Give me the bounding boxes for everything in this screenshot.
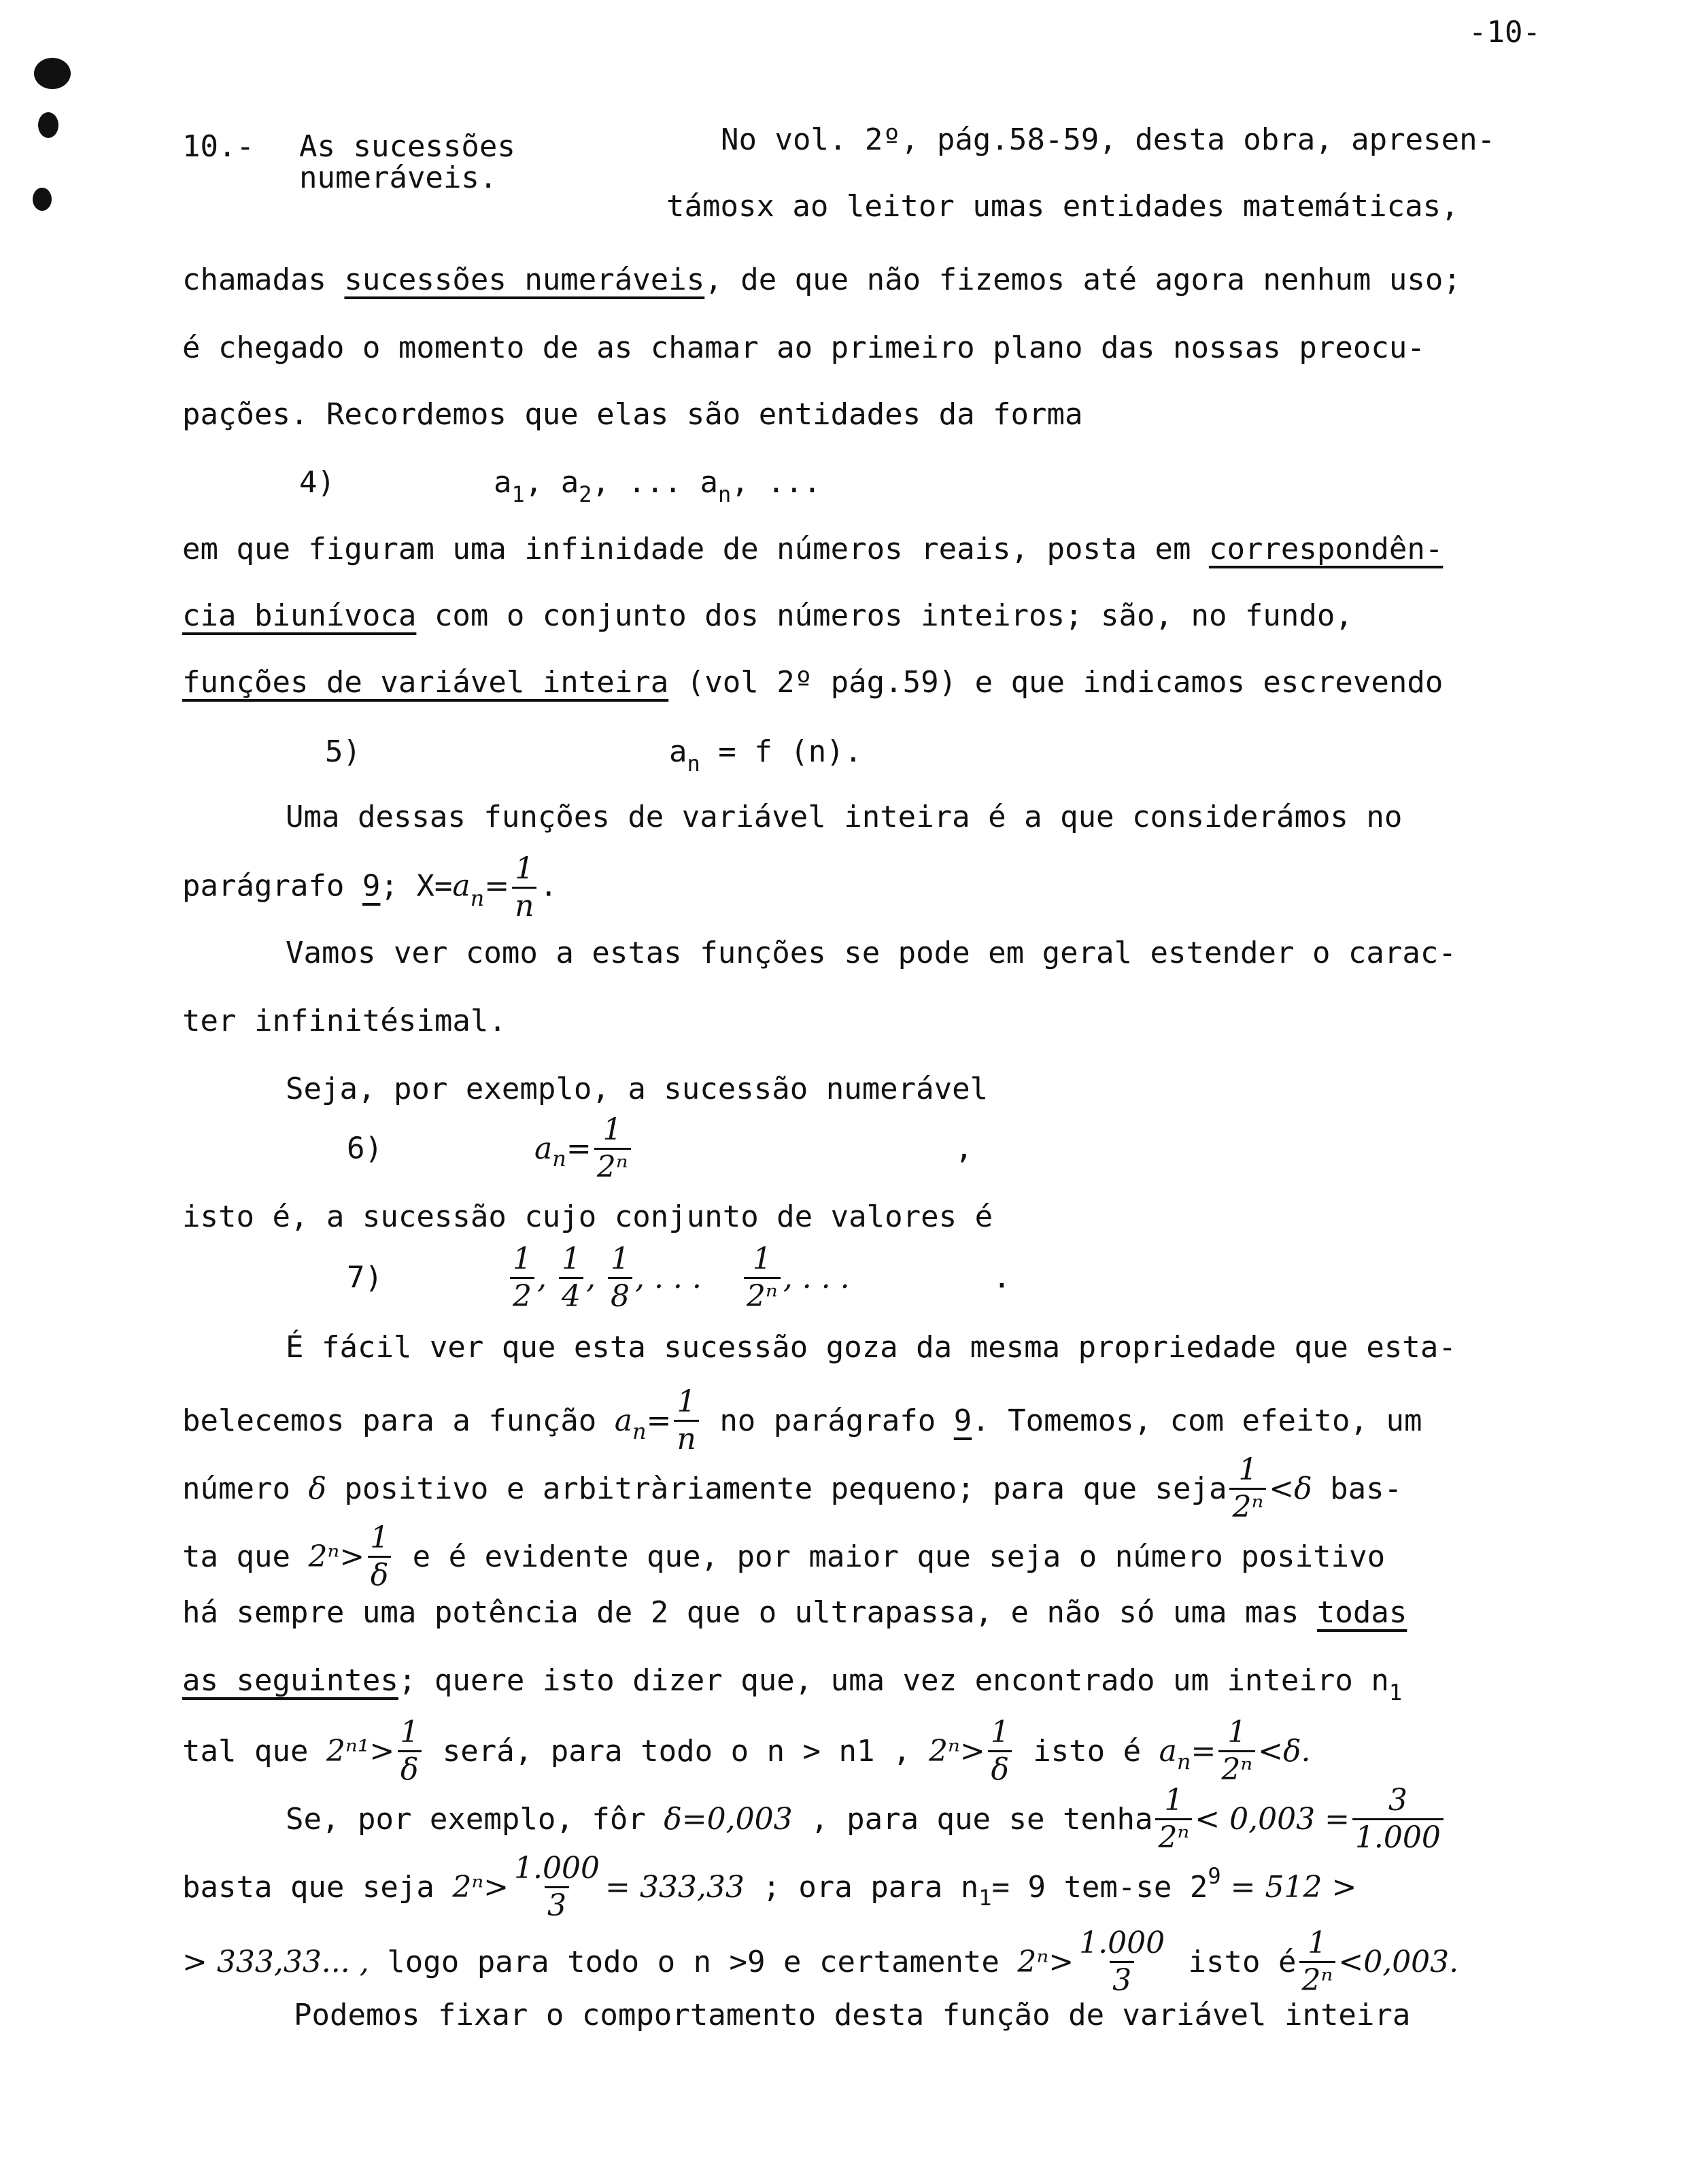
- text-segment: chamadas: [182, 262, 345, 297]
- section-title-line2: numeráveis.: [299, 160, 498, 195]
- equation-4: [299, 465, 821, 507]
- text-line-10: parágrafo 9; $X=a_n=$ $\frac{1}{n}$ .: [182, 851, 558, 923]
- text-line-1: No vol. 2º, pág.58-59, desta obra, apresen-: [721, 122, 1496, 157]
- text-line-24: > 333,33... , logo para todo o n >9 e certamente 2ⁿ> $\frac{1.000}{3}$ isto é $\frac{1}{\text{2ⁿ}}$ <0,003.: [182, 1926, 1459, 1998]
- margin-mark-2: [38, 112, 58, 138]
- text-line-25: Podemos fixar o comportamento desta função de variável inteira: [294, 1998, 1411, 2032]
- margin-mark-3: [33, 188, 52, 211]
- equation-7: 7) $\frac{1}{2}$ , $\frac{1}{4}$ , $\frac{1}{8}$ , . . . $\frac{1}{\text{2ⁿ}}$ , . . . .: [347, 1242, 1011, 1314]
- text-line-18: ta que 2ⁿ> $\frac{1}{\delta}$ e é evidente que, por maior que seja o número positivo: [182, 1520, 1386, 1592]
- equation-5: [325, 734, 863, 777]
- text-line-13: Seja, por exemplo, a sucessão numerável: [286, 1072, 989, 1106]
- text-line-17: número δ positivo e arbitràriamente pequeno; para que seja $\frac{1}{\text{2ⁿ}}$ <δ bas-: [182, 1452, 1403, 1524]
- text-line-2: támosx ao leitor umas entidades matemáticas,: [666, 189, 1459, 224]
- text-line-11: Vamos ver como a estas funções se pode em geral estender o carac-: [286, 936, 1456, 970]
- text-line-15: É fácil ver que esta sucessão goza da mesma propriedade que esta-: [286, 1330, 1456, 1365]
- term-funcoes-variavel-inteira: funções de variável inteira: [182, 665, 669, 700]
- text-line-23: basta que seja 2ⁿ> $\frac{1.000}{3}$ = 333,33 ; ora para $n_1= 9$ tem-se $2^9 = 512$ >: [182, 1851, 1357, 1923]
- section-number: 10.-: [182, 129, 254, 164]
- text-line-8: funções de variável inteira (vol 2º pág.59) e que indicamos escrevendo: [182, 665, 1444, 700]
- equation-6: 6) $a_n=$ $\frac{1}{\text{2ⁿ}}$ ,: [347, 1112, 974, 1184]
- term-as-seguintes: as seguintes: [182, 1663, 398, 1698]
- page-number: -10-: [1469, 15, 1541, 50]
- term-biunivoca: cia biunívoca: [182, 598, 417, 633]
- equation-body: $a_n = f$ (n).: [668, 734, 863, 777]
- equation-label: 5): [325, 734, 361, 769]
- text-segment: , de que não fizemos até agora nenhum uso;: [704, 262, 1461, 297]
- section-title-line1: As sucessões: [299, 129, 515, 164]
- margin-mark-1: [34, 58, 71, 89]
- term-sucessoes-numeraveis: sucessões numeráveis: [344, 262, 705, 297]
- text-line-6: em que figuram uma infinidade de números reais, posta em correspondên-: [182, 532, 1444, 566]
- text-line-21: tal que 2ⁿ¹> $\frac{1}{\delta}$ será, para todo o n > n1 , 2ⁿ> $\frac{1}{\delta}$ isto é $a_n=$ $\frac{1}{\text{2ⁿ}}$ <δ.: [182, 1715, 1311, 1787]
- text-line-19: há sempre uma potência de 2 que o ultrapassa, e não só uma mas todas: [182, 1595, 1407, 1630]
- text-line-9: Uma dessas funções de variável inteira é a que considerámos no: [286, 800, 1403, 834]
- equation-label: 7): [347, 1260, 383, 1295]
- text-line-3: [182, 262, 1461, 297]
- equation-body: $a_n=$ $\frac{1}{\text{2ⁿ}}$: [534, 1129, 634, 1164]
- equation-label: 4): [299, 465, 335, 500]
- text-line-7: cia biunívoca com o conjunto dos números inteiros; são, no fundo,: [182, 598, 1353, 633]
- equation-body: $a_1$, $a_2$, ... $a_n$, ...: [493, 465, 821, 507]
- term-todas: todas: [1316, 1595, 1407, 1630]
- equation-label: 6): [347, 1131, 383, 1166]
- term-correspondencia: correspondên-: [1208, 532, 1444, 566]
- text-line-12: ter infinitésimal.: [182, 1004, 507, 1038]
- equation-body: $\frac{1}{2}$ , $\frac{1}{4}$ , $\frac{1}{8}$ , . . . $\frac{1}{\text{2ⁿ}}$ , . . .: [507, 1259, 859, 1293]
- fraction-1-over-n: $\frac{1}{n}$: [512, 854, 536, 921]
- text-line-14: isto é, a sucessão cujo conjunto de valores é: [182, 1199, 993, 1234]
- text-line-16: belecemos para a função $a_n=$ $\frac{1}{n}$ no parágrafo 9. Tomemos, com efeito, um: [182, 1384, 1422, 1456]
- text-line-5: pações. Recordemos que elas são entidades da forma: [182, 397, 1083, 432]
- text-line-22: Se, por exemplo, fôr δ=0,003 , para que se tenha $\frac{1}{\text{2ⁿ}}$ < 0,003 = $\frac{3}{1.000}$: [286, 1786, 1446, 1853]
- text-line-4: é chegado o momento de as chamar ao primeiro plano das nossas preocu-: [182, 330, 1425, 365]
- text-line-20: as seguintes; quere isto dizer que, uma vez encontrado um inteiro $n_1$: [182, 1663, 1403, 1705]
